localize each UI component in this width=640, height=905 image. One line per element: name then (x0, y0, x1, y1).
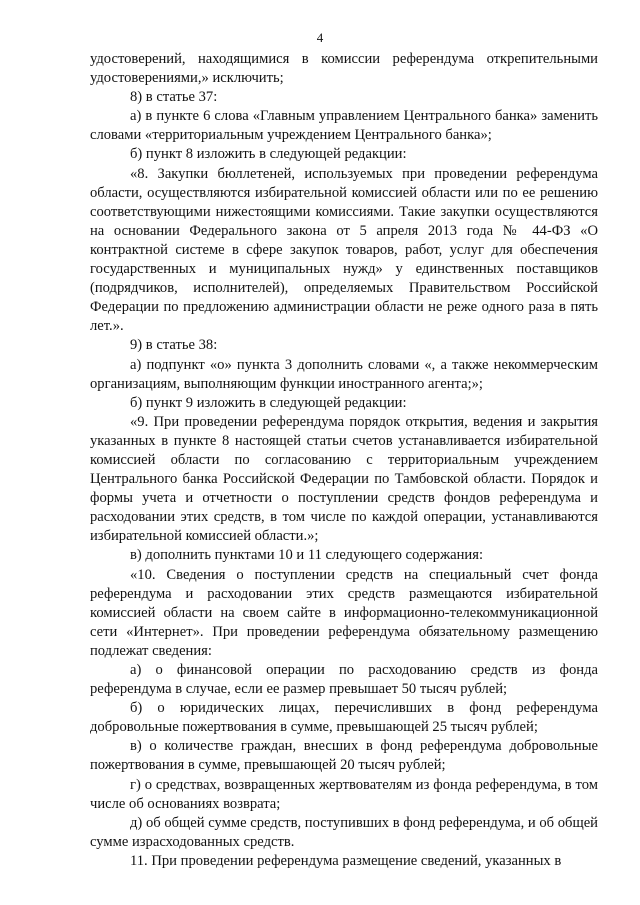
paragraph: 9) в статье 38: (130, 337, 218, 354)
paragraph: 8) в статье 37: (130, 89, 218, 106)
paragraph: «8. Закупки бюллетеней, используемых при проведении референдума области, осуществляются избирательной комиссией области или по ее решению соответствующими нижестоящими комиссиями. Такие закупки осуществляются на основании Федерального закона от 5 апреля 2013 года № 44-ФЗ «О контрактной системе в сфере закупок товаров, работ, услуг для обеспечения государственных и муниципальных нужд» у единственных поставщиков (подрядчиков, исполнителей), определяемых Правительством Российской Федерации по предложению администрации области не реже одного раза в пять лет.». (90, 165, 598, 335)
paragraph: 11. При проведении референдума размещение сведений, указанных в (130, 852, 562, 869)
paragraph: г) о средствах, возвращенных жертвователям из фонда референдума, в том числе об основаниях возврата; (90, 776, 598, 812)
paragraph: б) пункт 8 изложить в следующей редакции: (130, 146, 407, 163)
paragraph: «9. При проведении референдума порядок открытия, ведения и закрытия указанных в пункте 8 настоящей статьи счетов устанавливается избирательной комиссией области по согласованию с территориальным учреждением Центрального банка Российской Федерации по Тамбовской области. Порядок и формы учета и отчетности о поступлении средств фондов референдума и расходовании этих средств, в том числе по каждой операции, устанавливаются избирательной комиссией области.»; (90, 413, 598, 545)
paragraph: а) о финансовой операции по расходованию средств из фонда референдума в случае, если ее размер превышает 50 тысяч рублей; (90, 662, 598, 698)
paragraph: в) дополнить пунктами 10 и 11 следующего содержания: (130, 547, 484, 564)
paragraph: удостоверений, находящимися в комиссии референдума открепительными удостоверениями,» исключить; (90, 51, 598, 87)
paragraph: «10. Сведения о поступлении средств на специальный счет фонда референдума и расходовании этих средств размещаются избирательной комиссией области на своем сайте в информационно-телекоммуникационной сети «Интернет». При проведении референдума обязательному размещению подлежат сведения: (90, 566, 598, 659)
paragraph: б) пункт 9 изложить в следующей редакции: (130, 394, 407, 411)
paragraph: а) в пункте 6 слова «Главным управлением Центрального банка» заменить словами «территориальным учреждением Центрального банка»; (90, 108, 598, 144)
page-number: 4 (316, 30, 324, 45)
paragraph: д) об общей сумме средств, поступивших в фонд референдума, и об общей сумме израсходованных средств. (90, 814, 598, 850)
document-body (90, 50, 598, 871)
paragraph: в) о количестве граждан, внесших в фонд референдума добровольные пожертвования в сумме, превышающей 20 тысяч рублей; (90, 738, 598, 774)
paragraph: б) о юридических лицах, перечисливших в фонд референдума добровольные пожертвования в сумме, превышающей 25 тысяч рублей; (90, 700, 598, 736)
paragraph: а) подпункт «о» пункта 3 дополнить словами «, а также некоммерческим организациям, выполняющим функции иностранного агента;»; (90, 356, 598, 392)
